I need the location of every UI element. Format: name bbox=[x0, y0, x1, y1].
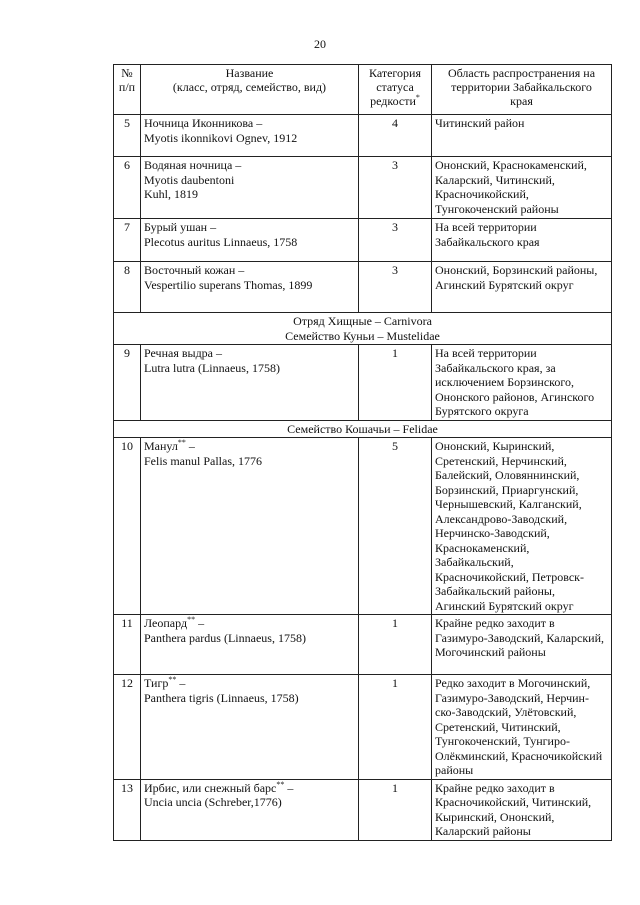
species-row bbox=[114, 219, 612, 262]
header-category-line-1: Категория bbox=[369, 66, 421, 80]
section-heading-line: Отряд Хищные – Carnivora bbox=[293, 314, 432, 328]
species-name-ru: Леопард bbox=[144, 616, 188, 630]
footnote-mark: * bbox=[415, 93, 420, 102]
species-name-ru: Ночница Иконникова – bbox=[144, 116, 263, 130]
species-row bbox=[114, 115, 612, 157]
distribution-area: Ононский, Борзинский районы, Агинский Бурятский округ bbox=[432, 262, 612, 313]
header-name-line-1: Название bbox=[225, 66, 274, 80]
species-name-cell bbox=[141, 345, 359, 421]
species-name-cell bbox=[141, 262, 359, 313]
distribution-area: Ононский, Краснокаменский, Каларский, Читинский, Красночикойский, Тунгокоченский районы bbox=[432, 157, 612, 219]
species-name-ru: Бурый ушан – bbox=[144, 220, 217, 234]
section-row bbox=[114, 420, 612, 438]
species-name-latin: Panthera tigris (Linnaeus, 1758) bbox=[144, 690, 299, 705]
header-name bbox=[141, 65, 359, 115]
species-name-cell bbox=[141, 438, 359, 615]
species-name-cell bbox=[141, 675, 359, 780]
species-row bbox=[114, 779, 612, 840]
species-name-cell bbox=[141, 779, 359, 840]
header-area-line-2: территории Забайкальского bbox=[451, 80, 592, 94]
distribution-area: Крайне редко заходит в Газимуро-Заводский, Каларский, Могочинский районы bbox=[432, 615, 612, 675]
header-category-line-3: редкости bbox=[370, 94, 416, 108]
species-name-latin: Myotis ikonnikovi Ognev, 1912 bbox=[144, 130, 298, 145]
row-number: 11 bbox=[114, 615, 141, 675]
table-header-row bbox=[114, 65, 612, 115]
species-name-latin: Felis manul Pallas, 1776 bbox=[144, 453, 262, 468]
header-area-line-3: края bbox=[510, 94, 533, 108]
species-name-latin: Lutra lutra (Linnaeus, 1758) bbox=[144, 360, 280, 375]
header-category bbox=[359, 65, 432, 115]
species-row bbox=[114, 615, 612, 675]
section-row bbox=[114, 313, 612, 345]
species-name-latin: Kuhl, 1819 bbox=[144, 187, 198, 201]
species-name-ru: Водяная ночница – bbox=[144, 158, 242, 172]
species-row bbox=[114, 345, 612, 421]
species-name-ru: Ирбис, или снежный барс bbox=[144, 780, 277, 795]
header-number-line-2: п/п bbox=[118, 80, 136, 94]
footnote-mark: ** bbox=[177, 438, 186, 447]
row-number: 5 bbox=[114, 115, 141, 157]
species-name-latin: Uncia uncia (Schreber,1776) bbox=[144, 795, 282, 809]
rarity-category: 3 bbox=[359, 219, 432, 262]
species-name-cell bbox=[141, 115, 359, 157]
rarity-category: 1 bbox=[359, 345, 432, 421]
rarity-category: 1 bbox=[359, 675, 432, 780]
rarity-category: 1 bbox=[359, 779, 432, 840]
distribution-area: Редко заходит в Могочинский, Газимуро-Заводский, Нерчин-ско-Заводский, Улётовский, Сретенский, Читинский, Тунгокоченский, Тунгиро-Олёкминский, Красночикойский районы bbox=[432, 675, 612, 780]
species-name-cell bbox=[141, 615, 359, 675]
header-number-line-1: № bbox=[121, 66, 133, 80]
rarity-category: 4 bbox=[359, 115, 432, 157]
footnote-mark: ** bbox=[187, 615, 196, 624]
row-number: 13 bbox=[114, 779, 141, 840]
species-name-cell bbox=[141, 219, 359, 262]
species-name-latin: Vespertilio superans Thomas, 1899 bbox=[144, 277, 313, 292]
row-number: 6 bbox=[114, 157, 141, 219]
species-name-dash: – bbox=[195, 616, 205, 630]
distribution-area: На всей территории Забайкальского края bbox=[432, 219, 612, 262]
row-number: 12 bbox=[114, 675, 141, 780]
species-name-ru: Тигр bbox=[144, 676, 169, 690]
distribution-area: На всей территории Забайкальского края, за исключением Борзинского, Ононского районов, Агинского Бурятского округа bbox=[432, 345, 612, 421]
row-number: 9 bbox=[114, 345, 141, 421]
rare-species-table bbox=[113, 64, 612, 841]
table-body bbox=[114, 115, 612, 841]
distribution-area: Ононский, Кыринский, Сретенский, Нерчинский, Балейский, Оловяннинский, Борзинский, Приаргунский, Чернышевский, Калганский, Александрово-Заводский, Нерчинско-Заводский, Краснокаменский, Забайкальский, Красночикойский, Петровск-Забайкальский районы, Агинский Бурятский округ bbox=[432, 438, 612, 615]
species-row bbox=[114, 157, 612, 219]
distribution-area: Читинский район bbox=[432, 115, 612, 157]
species-name-latin: Myotis daubentoni bbox=[144, 172, 235, 187]
rarity-category: 1 bbox=[359, 615, 432, 675]
header-area bbox=[432, 65, 612, 115]
distribution-area: Крайне редко заходит в Красночикойский, Читинский, Кыринский, Ононский, Каларский районы bbox=[432, 779, 612, 840]
section-heading bbox=[114, 420, 612, 438]
rarity-category: 3 bbox=[359, 157, 432, 219]
species-name-dash: – bbox=[176, 676, 186, 690]
header-area-line-1: Область распространения на bbox=[447, 66, 596, 80]
footnote-mark: ** bbox=[276, 779, 285, 789]
header-name-line-2: (класс, отряд, семейство, вид) bbox=[172, 80, 327, 94]
header-category-line-2: статуса bbox=[376, 80, 414, 94]
page-number: 20 bbox=[314, 37, 326, 51]
species-name-dash: – bbox=[185, 439, 195, 453]
species-name-latin: Panthera pardus (Linnaeus, 1758) bbox=[144, 630, 306, 645]
species-row bbox=[114, 262, 612, 313]
row-number: 7 bbox=[114, 219, 141, 262]
rarity-category: 3 bbox=[359, 262, 432, 313]
species-name-dash: – bbox=[284, 780, 294, 795]
species-name-latin: Plecotus auritus Linnaeus, 1758 bbox=[144, 234, 298, 249]
header-number bbox=[114, 65, 141, 115]
species-name-cell bbox=[141, 157, 359, 219]
section-heading-line: Семейство Кошачьи – Felidae bbox=[287, 421, 438, 436]
rarity-category: 5 bbox=[359, 438, 432, 615]
species-row bbox=[114, 438, 612, 615]
species-name-ru: Речная выдра – bbox=[144, 346, 223, 360]
species-name-ru: Манул bbox=[144, 439, 178, 453]
row-number: 8 bbox=[114, 262, 141, 313]
species-name-ru: Восточный кожан – bbox=[144, 263, 245, 277]
footnote-mark: ** bbox=[168, 675, 177, 684]
section-heading-line: Семейство Куньи – Mustelidae bbox=[285, 328, 440, 343]
section-heading bbox=[114, 313, 612, 345]
row-number: 10 bbox=[114, 438, 141, 615]
species-row bbox=[114, 675, 612, 780]
